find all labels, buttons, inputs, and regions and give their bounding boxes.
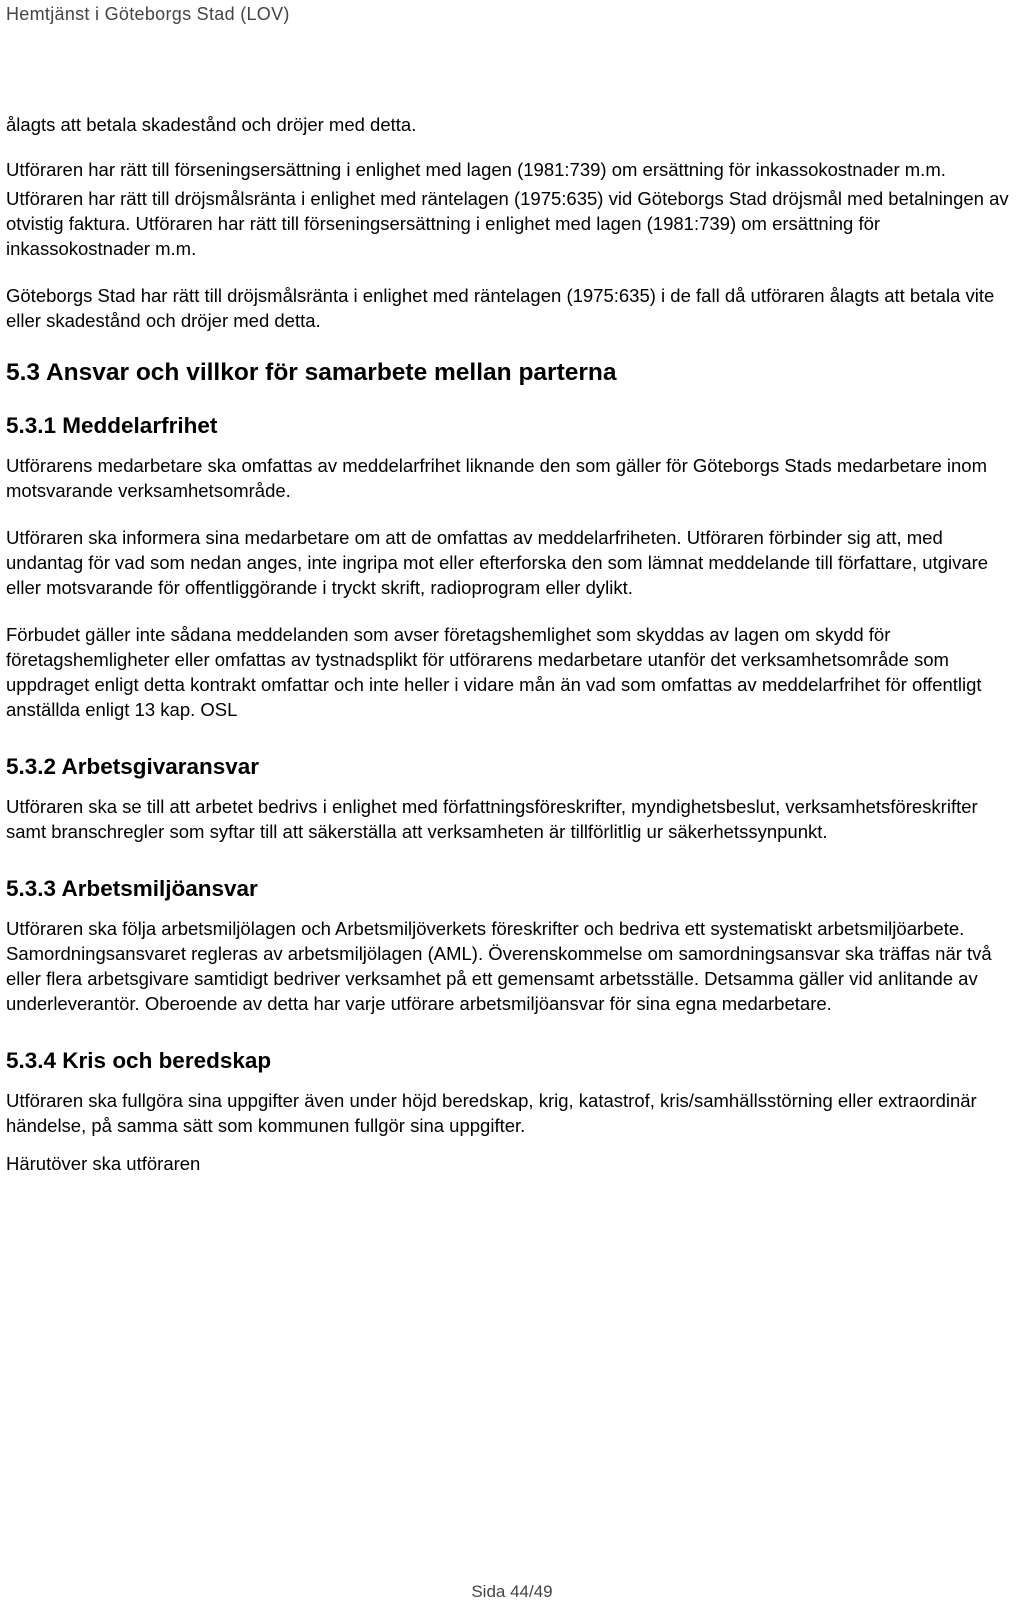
paragraph: Utföraren har rätt till förseningsersättning i enlighet med lagen (1981:739) om ersättning för inkassokostnader m.m. [6, 159, 946, 180]
running-header: Hemtjänst i Göteborgs Stad (LOV) [6, 4, 290, 24]
paragraph: Utföraren ska informera sina medarbetare om att de omfattas av meddelarfriheten. Utföraren förbinder sig att, med undantag för vad som nedan anges, inte ingripa mot eller efterforska den som lämnat meddelande till författare, utgivare eller motsvarande för offentliggörande i tryckt skrift, radioprogram eller dylikt. [6, 527, 989, 598]
section-heading-5-3-3: 5.3.3 Arbetsmiljöansvar [6, 876, 258, 901]
paragraph: Utföraren ska se till att arbetet bedrivs i enlighet med författningsföreskrifter, myndighetsbeslut, verksamhetsföreskrifter samt branschregler som syftar till att säkerställa att verksamheten är tillförlitlig ur säkerhetssynpunkt. [6, 796, 978, 842]
paragraph: Utförarens medarbetare ska omfattas av meddelarfrihet liknande den som gäller för Göteborgs Stads medarbetare inom motsvarande verksamhetsområde. [6, 455, 987, 501]
paragraph: Göteborgs Stad har rätt till dröjsmålsränta i enlighet med räntelagen (1975:635) i de fall då utföraren ålagts att betala vite eller skadestånd och dröjer med detta. [6, 285, 995, 331]
paragraph: Härutöver ska utföraren [6, 1153, 201, 1174]
section-heading-5-3-2: 5.3.2 Arbetsgivaransvar [6, 754, 260, 779]
section-heading-5-3-1: 5.3.1 Meddelarfrihet [6, 413, 218, 438]
paragraph: Utföraren ska följa arbetsmiljölagen och Arbetsmiljöverkets föreskrifter och bedriva ett systematiskt arbetsmiljöarbete. Samordningsansvaret regleras av arbetsmiljölagen (AML). Överenskommelse om samordningsansvar ska träffas när två eller flera arbetsgivare samtidigt bedriver verksamhet på ett gemensamt arbetsställe. Detsamma gäller vid anlitande av underleverantör. Oberoende av detta har varje utförare arbetsmiljöansvar för sina egna medarbetare. [6, 918, 992, 1014]
document-body [6, 112, 1011, 1176]
page-number: Sida 44/49 [471, 1582, 553, 1601]
paragraph: Utföraren har rätt till dröjsmålsränta i enlighet med räntelagen (1975:635) vid Göteborgs Stad dröjsmål med betalningen av otvistig faktura. Utföraren har rätt till förseningsersättning i enlighet med lagen (1981:739) om ersättning för inkassokostnader m.m. [6, 188, 1009, 259]
paragraph: Utföraren ska fullgöra sina uppgifter även under höjd beredskap, krig, katastrof, kris/samhällsstörning eller extraordinär händelse, på samma sätt som kommunen fullgör sina uppgifter. [6, 1090, 977, 1136]
paragraph: Förbudet gäller inte sådana meddelanden som avser företagshemlighet som skyddas av lagen om skydd för företagshemligheter eller omfattas av tystnadsplikt för utförarens medarbetare utanför det verksamhetsområde som uppdraget enligt detta kontrakt omfattar och inte heller i vidare mån än vad som omfattas av meddelarfrihet för offentligt anställda enligt 13 kap. OSL [6, 624, 982, 720]
section-heading-5-3-4: 5.3.4 Kris och beredskap [6, 1048, 272, 1073]
section-heading-5-3: 5.3 Ansvar och villkor för samarbete mellan parterna [6, 359, 617, 386]
paragraph: ålagts att betala skadestånd och dröjer med detta. [6, 114, 417, 135]
